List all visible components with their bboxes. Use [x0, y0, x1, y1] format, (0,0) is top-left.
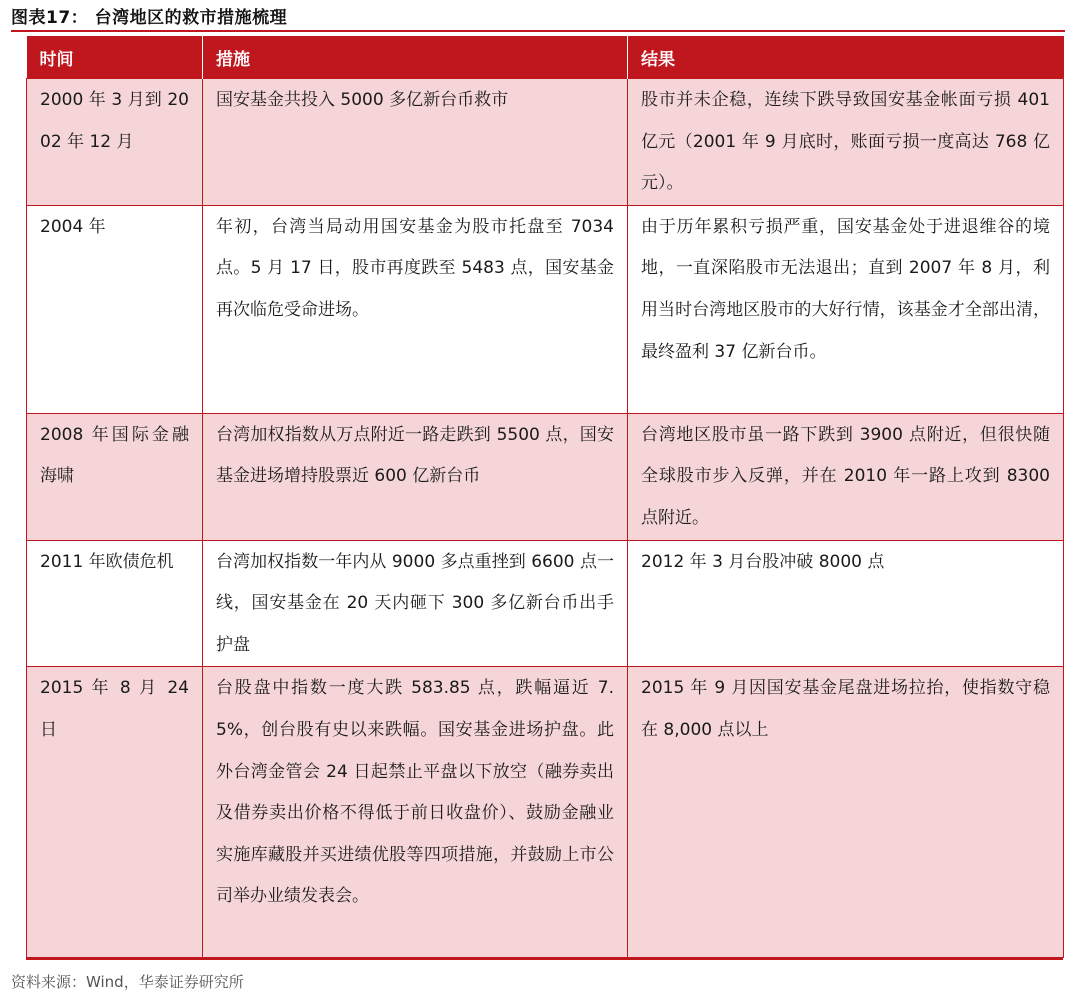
cell-time: 2015 年 8 月 24 日 [27, 667, 203, 958]
title-rule [11, 30, 1065, 32]
cell-result: 2015 年 9 月因国安基金尾盘进场拉抬，使指数守稳在 8,000 点以上 [628, 667, 1064, 958]
cell-time: 2008 年国际金融海啸 [27, 413, 203, 540]
cell-time: 2011 年欧债危机 [27, 540, 203, 667]
cell-result: 由于历年累积亏损严重，国安基金处于进退维谷的境地，一直深陷股市无法退出；直到 2007 年 8 月，利用当时台湾地区股市的大好行情，该基金才全部出清，最终盈利 37 亿新台币。 [628, 205, 1064, 413]
cell-measure: 国安基金共投入 5000 多亿新台币救市 [203, 79, 628, 206]
cell-time: 2000 年 3 月到 2002 年 12 月 [27, 79, 203, 206]
measures-table [26, 36, 1064, 958]
table-row [27, 667, 1064, 958]
cell-measure: 台股盘中指数一度大跌 583.85 点，跌幅逼近 7.5%，创台股有史以来跌幅。国安基金进场护盘。此外台湾金管会 24 日起禁止平盘以下放空（融券卖出及借券卖出价格不得低于前日收盘价）、鼓励金融业实施库藏股并买进绩优股等四项措施，并鼓励上市公司举办业绩发表会。 [203, 667, 628, 958]
header-result: 结果 [628, 36, 1064, 79]
header-time: 时间 [27, 36, 203, 79]
cell-result: 台湾地区股市虽一路下跌到 3900 点附近，但很快随全球股市步入反弹，并在 2010 年一路上攻到 8300 点附近。 [628, 413, 1064, 540]
source-note: 资料来源：Wind，华泰证券研究所 [11, 973, 244, 991]
header-row [27, 36, 1064, 79]
bottom-rule [26, 958, 1063, 960]
header-measure: 措施 [203, 36, 628, 79]
figure-title: 图表17： 台湾地区的救市措施梳理 [11, 8, 288, 28]
table-row [27, 413, 1064, 540]
cell-time: 2004 年 [27, 205, 203, 413]
cell-result: 2012 年 3 月台股冲破 8000 点 [628, 540, 1064, 667]
cell-result: 股市并未企稳，连续下跌导致国安基金帐面亏损 401 亿元（2001 年 9 月底时，账面亏损一度高达 768 亿元）。 [628, 79, 1064, 206]
table-row [27, 79, 1064, 206]
table-row [27, 540, 1064, 667]
cell-measure: 年初，台湾当局动用国安基金为股市托盘至 7034 点。5 月 17 日，股市再度跌至 5483 点，国安基金再次临危受命进场。 [203, 205, 628, 413]
table-row [27, 205, 1064, 413]
cell-measure: 台湾加权指数一年内从 9000 多点重挫到 6600 点一线，国安基金在 20 天内砸下 300 多亿新台币出手护盘 [203, 540, 628, 667]
cell-measure: 台湾加权指数从万点附近一路走跌到 5500 点，国安基金进场增持股票近 600 亿新台币 [203, 413, 628, 540]
